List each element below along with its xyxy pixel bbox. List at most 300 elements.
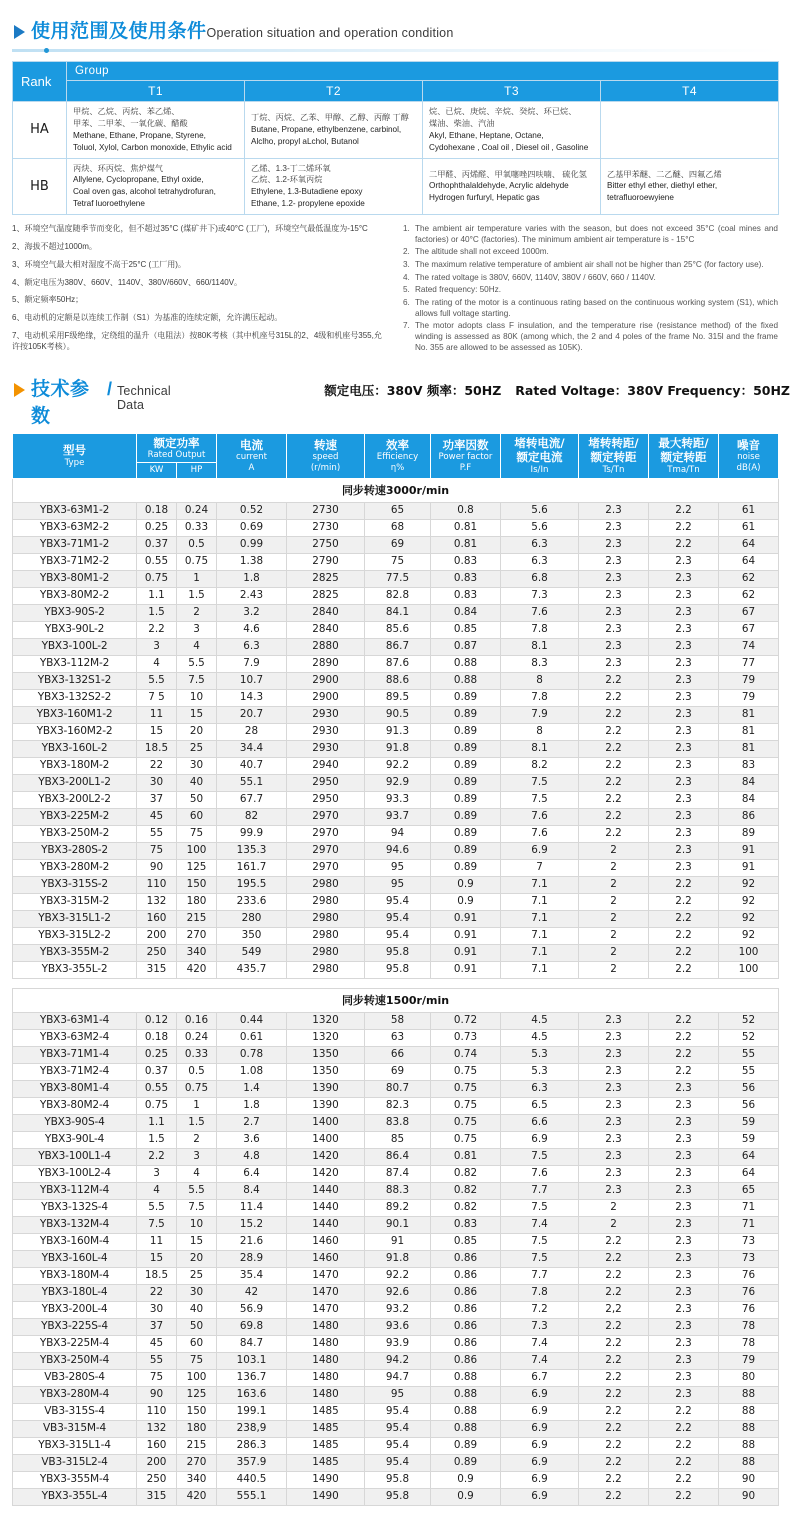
data-cell: 2.3 bbox=[579, 1063, 649, 1080]
data-cell: 78 bbox=[719, 1318, 779, 1335]
data-cell: 180 bbox=[177, 1420, 217, 1437]
data-cell: 61 bbox=[719, 519, 779, 536]
data-cell: 5.3 bbox=[501, 1063, 579, 1080]
header-speed bbox=[287, 433, 365, 478]
table-row bbox=[13, 158, 779, 215]
motor-type-cell: VB3-280S-4 bbox=[13, 1369, 137, 1386]
data-cell: 2 bbox=[579, 893, 649, 910]
chemical-list-cell bbox=[423, 158, 601, 215]
data-cell: 2.2 bbox=[579, 1250, 649, 1267]
data-cell: 549 bbox=[217, 944, 287, 961]
data-cell: 7.1 bbox=[501, 910, 579, 927]
data-cell: 82.8 bbox=[365, 587, 431, 604]
data-cell: 103.1 bbox=[217, 1352, 287, 1369]
data-cell: 2730 bbox=[287, 519, 365, 536]
motor-type-cell: YBX3-100L-2 bbox=[13, 638, 137, 655]
data-cell: 4 bbox=[177, 638, 217, 655]
data-cell: 7.7 bbox=[501, 1267, 579, 1284]
data-cell: 1.38 bbox=[217, 553, 287, 570]
data-cell: 200 bbox=[137, 1454, 177, 1471]
data-cell: 90.1 bbox=[365, 1216, 431, 1233]
motor-type-cell: YBX3-160M1-2 bbox=[13, 706, 137, 723]
data-cell: 63 bbox=[365, 1029, 431, 1046]
data-cell: 78 bbox=[719, 1335, 779, 1352]
data-cell: 0.82 bbox=[431, 1182, 501, 1199]
data-cell: 2.3 bbox=[649, 842, 719, 859]
data-cell: 30 bbox=[177, 1284, 217, 1301]
table-row bbox=[13, 536, 779, 553]
table-row bbox=[13, 621, 779, 638]
data-cell: 2.2 bbox=[649, 1471, 719, 1488]
data-cell: 2.3 bbox=[579, 1012, 649, 1029]
chemical-line-cn: 丁烷、丙烷、乙苯、甲醇、乙醇、丙醇 丁醇 bbox=[251, 112, 409, 122]
data-cell: 1.5 bbox=[137, 1131, 177, 1148]
data-cell: 7.2 bbox=[501, 1301, 579, 1318]
data-cell: 4.8 bbox=[217, 1148, 287, 1165]
motor-type-cell: YBX3-80M1-2 bbox=[13, 570, 137, 587]
header-power-factor-en: Power factor bbox=[438, 452, 493, 463]
motor-type-cell: YBX3-315L1-4 bbox=[13, 1437, 137, 1454]
motor-type-cell: YBX3-160L-2 bbox=[13, 740, 137, 757]
chemical-line-en: Hydrogen furfuryl, Hepatic gas bbox=[429, 193, 540, 203]
data-cell: 0.12 bbox=[137, 1012, 177, 1029]
data-cell: 0.86 bbox=[431, 1352, 501, 1369]
data-cell: 2.2 bbox=[579, 1318, 649, 1335]
chemical-list-cell bbox=[67, 158, 245, 215]
header-efficiency bbox=[365, 433, 431, 478]
data-cell: 6.9 bbox=[501, 1471, 579, 1488]
data-cell: 238,9 bbox=[217, 1420, 287, 1437]
data-cell: 7.5 bbox=[177, 672, 217, 689]
chemical-line-en: Orthophthalaldehyde, Acrylic aldehyde bbox=[429, 181, 569, 191]
data-cell: 7.5 bbox=[501, 1148, 579, 1165]
data-cell: 2.3 bbox=[649, 1216, 719, 1233]
data-cell: 3 bbox=[137, 638, 177, 655]
data-cell: 0.86 bbox=[431, 1267, 501, 1284]
data-cell: 82 bbox=[217, 808, 287, 825]
data-cell: 1 bbox=[177, 570, 217, 587]
header-tma-tn-en: Tma/Tn bbox=[667, 464, 700, 475]
data-cell: 2.3 bbox=[579, 502, 649, 519]
data-cell: 2.2 bbox=[649, 893, 719, 910]
data-cell: 2.3 bbox=[579, 1114, 649, 1131]
synchronous-speed-label: 同步转速1500r/min bbox=[13, 988, 779, 1012]
motor-type-cell: YBX3-132S2-2 bbox=[13, 689, 137, 706]
data-cell: 0.25 bbox=[137, 519, 177, 536]
table-row bbox=[13, 1352, 779, 1369]
data-cell: 2.3 bbox=[649, 638, 719, 655]
data-cell: 135.3 bbox=[217, 842, 287, 859]
data-cell: 79 bbox=[719, 689, 779, 706]
data-cell: 0.9 bbox=[431, 1488, 501, 1505]
data-cell: 132 bbox=[137, 893, 177, 910]
data-cell: 88 bbox=[719, 1403, 779, 1420]
data-cell: 20 bbox=[177, 1250, 217, 1267]
section-title-separator: / bbox=[106, 378, 112, 399]
data-cell: 0.44 bbox=[217, 1012, 287, 1029]
data-cell: 2.2 bbox=[579, 1369, 649, 1386]
data-cell: 28.9 bbox=[217, 1250, 287, 1267]
data-cell: 30 bbox=[137, 1301, 177, 1318]
table-row bbox=[13, 791, 779, 808]
data-cell: 2.3 bbox=[579, 1080, 649, 1097]
data-cell: 0.55 bbox=[137, 1080, 177, 1097]
data-cell: 1.4 bbox=[217, 1080, 287, 1097]
data-cell: 8.1 bbox=[501, 638, 579, 655]
data-cell: 2970 bbox=[287, 825, 365, 842]
table-row bbox=[13, 519, 779, 536]
data-cell: 90 bbox=[719, 1488, 779, 1505]
data-cell: 2.2 bbox=[649, 1012, 719, 1029]
data-cell: 2840 bbox=[287, 604, 365, 621]
data-cell: 8.4 bbox=[217, 1182, 287, 1199]
data-cell: 83 bbox=[719, 757, 779, 774]
data-cell: 1470 bbox=[287, 1284, 365, 1301]
data-cell: 95 bbox=[365, 876, 431, 893]
data-cell: 2 bbox=[579, 876, 649, 893]
data-cell: 2980 bbox=[287, 910, 365, 927]
data-cell: 6.9 bbox=[501, 1488, 579, 1505]
rated-voltage-frequency bbox=[324, 381, 790, 399]
data-cell: 6.5 bbox=[501, 1097, 579, 1114]
data-cell: 1.1 bbox=[137, 587, 177, 604]
data-cell: 92.2 bbox=[365, 1267, 431, 1284]
data-cell: 0.88 bbox=[431, 1386, 501, 1403]
data-cell: 2730 bbox=[287, 502, 365, 519]
data-cell: 6.9 bbox=[501, 842, 579, 859]
data-cell: 91.3 bbox=[365, 723, 431, 740]
data-cell: 0.75 bbox=[137, 1097, 177, 1114]
data-cell: 0.75 bbox=[431, 1114, 501, 1131]
header-type-cn: 型号 bbox=[63, 443, 86, 458]
data-cell: 71 bbox=[719, 1216, 779, 1233]
motor-type-cell: YBX3-315L2-2 bbox=[13, 927, 137, 944]
data-cell: 2.3 bbox=[649, 808, 719, 825]
data-cell: 64 bbox=[719, 553, 779, 570]
data-cell: 1480 bbox=[287, 1318, 365, 1335]
table-row bbox=[13, 1165, 779, 1182]
data-cell: 5.5 bbox=[137, 1199, 177, 1216]
data-cell: 69.8 bbox=[217, 1318, 287, 1335]
motor-type-cell: YBX3-355M-4 bbox=[13, 1471, 137, 1488]
data-cell: 100 bbox=[719, 944, 779, 961]
data-cell: 82.3 bbox=[365, 1097, 431, 1114]
data-cell: 0.9 bbox=[431, 876, 501, 893]
data-cell: 92.6 bbox=[365, 1284, 431, 1301]
data-cell: 1485 bbox=[287, 1420, 365, 1437]
data-cell: 7.6 bbox=[501, 825, 579, 842]
section-heading-technical bbox=[0, 360, 790, 433]
synchronous-speed-label: 同步转速3000r/min bbox=[13, 478, 779, 502]
data-cell: 81 bbox=[719, 706, 779, 723]
data-cell: 1460 bbox=[287, 1233, 365, 1250]
header-t3: T3 bbox=[423, 81, 601, 102]
data-cell: 88 bbox=[719, 1386, 779, 1403]
data-cell: 91.8 bbox=[365, 740, 431, 757]
data-cell: 1440 bbox=[287, 1182, 365, 1199]
data-cell: 0.89 bbox=[431, 723, 501, 740]
section-heading-operation bbox=[0, 0, 790, 47]
data-cell: 35.4 bbox=[217, 1267, 287, 1284]
data-cell: 6.3 bbox=[501, 536, 579, 553]
data-cell: 89 bbox=[719, 825, 779, 842]
section-title-cn: 技术参数 bbox=[31, 377, 90, 427]
technical-table-head bbox=[13, 433, 779, 478]
motor-type-cell: VB3-315L2-4 bbox=[13, 1454, 137, 1471]
data-cell: 2 bbox=[579, 944, 649, 961]
data-cell: 0.82 bbox=[431, 1165, 501, 1182]
header-is-in-en: Is/In bbox=[530, 464, 549, 475]
data-cell: 440.5 bbox=[217, 1471, 287, 1488]
motor-type-cell: YBX3-200L1-2 bbox=[13, 774, 137, 791]
data-cell: 2.3 bbox=[579, 621, 649, 638]
data-cell: 59 bbox=[719, 1114, 779, 1131]
motor-type-cell: YBX3-71M1-4 bbox=[13, 1046, 137, 1063]
table-row bbox=[13, 638, 779, 655]
table-row bbox=[13, 1369, 779, 1386]
data-cell: 2.3 bbox=[649, 570, 719, 587]
note-item-en bbox=[403, 247, 778, 258]
table-row bbox=[13, 587, 779, 604]
data-cell: 357.9 bbox=[217, 1454, 287, 1471]
data-cell: 95.8 bbox=[365, 1471, 431, 1488]
data-cell: 0.83 bbox=[431, 587, 501, 604]
data-cell: 2.2 bbox=[579, 1437, 649, 1454]
data-cell: 84.7 bbox=[217, 1335, 287, 1352]
data-cell: 0.85 bbox=[431, 621, 501, 638]
data-cell: 0.75 bbox=[431, 1097, 501, 1114]
data-cell: 215 bbox=[177, 1437, 217, 1454]
data-cell: 0.69 bbox=[217, 519, 287, 536]
data-cell: 2.3 bbox=[649, 1284, 719, 1301]
data-cell: 2.3 bbox=[579, 587, 649, 604]
data-cell: 1320 bbox=[287, 1029, 365, 1046]
chemical-list-cell bbox=[423, 102, 601, 159]
data-cell: 250 bbox=[137, 1471, 177, 1488]
data-cell: 91.8 bbox=[365, 1250, 431, 1267]
table-row bbox=[13, 1029, 779, 1046]
header-is-in-cn1: 堵转电流/ bbox=[514, 435, 565, 450]
motor-type-cell: YBX3-355L-2 bbox=[13, 961, 137, 978]
data-cell: 1350 bbox=[287, 1063, 365, 1080]
data-cell: 0.25 bbox=[137, 1046, 177, 1063]
data-cell: 75 bbox=[137, 842, 177, 859]
header-type-en: Type bbox=[64, 457, 85, 468]
header-t2: T2 bbox=[245, 81, 423, 102]
data-cell: 64 bbox=[719, 536, 779, 553]
note-item-cn: 5、额定频率50Hz； bbox=[12, 295, 84, 305]
motor-type-cell: YBX3-315S-2 bbox=[13, 876, 137, 893]
data-cell: 34.4 bbox=[217, 740, 287, 757]
data-cell: 7.8 bbox=[501, 689, 579, 706]
table-row bbox=[13, 1488, 779, 1505]
motor-type-cell: YBX3-63M1-4 bbox=[13, 1012, 137, 1029]
data-cell: 55 bbox=[719, 1063, 779, 1080]
data-cell: 2.3 bbox=[649, 1386, 719, 1403]
data-cell: 0.89 bbox=[431, 1437, 501, 1454]
data-cell: 7.6 bbox=[501, 808, 579, 825]
chemical-line-en: Toluol, Xylol, Carbon monoxide, Ethylic acid bbox=[73, 142, 232, 152]
table-row bbox=[13, 1250, 779, 1267]
data-cell: 160 bbox=[137, 910, 177, 927]
data-cell: 315 bbox=[137, 1488, 177, 1505]
rated-en: Rated Voltage：380V Frequency：50HZ bbox=[515, 382, 790, 398]
data-cell: 1460 bbox=[287, 1250, 365, 1267]
data-cell: 7.3 bbox=[501, 587, 579, 604]
note-item-en bbox=[403, 298, 778, 319]
data-cell: 250 bbox=[137, 944, 177, 961]
data-cell: 5.6 bbox=[501, 519, 579, 536]
data-cell: 79 bbox=[719, 672, 779, 689]
table-row bbox=[13, 1114, 779, 1131]
motor-type-cell: YBX3-355L-4 bbox=[13, 1488, 137, 1505]
data-cell: 0.78 bbox=[217, 1046, 287, 1063]
note-item-en bbox=[403, 285, 778, 296]
data-cell: 0.89 bbox=[431, 842, 501, 859]
chemical-line-en: tetrafluoroewyiene bbox=[607, 193, 674, 203]
data-cell: 87.6 bbox=[365, 655, 431, 672]
data-cell: 0.86 bbox=[431, 1318, 501, 1335]
table-group-spacer bbox=[13, 978, 779, 988]
table-row bbox=[13, 808, 779, 825]
motor-type-cell: YBX3-180M-4 bbox=[13, 1267, 137, 1284]
data-cell: 0.91 bbox=[431, 961, 501, 978]
data-cell: 64 bbox=[719, 1148, 779, 1165]
table-row bbox=[13, 553, 779, 570]
data-cell: 7.1 bbox=[501, 961, 579, 978]
note-item-cn: 4、额定电压为380V、660V、1140V、380V/660V、660/1140V。 bbox=[12, 277, 243, 287]
data-cell: 2.2 bbox=[579, 1454, 649, 1471]
data-cell: 1320 bbox=[287, 1012, 365, 1029]
data-cell: 95 bbox=[365, 859, 431, 876]
data-cell: 2.3 bbox=[649, 1318, 719, 1335]
data-cell: 8 bbox=[501, 672, 579, 689]
data-cell: 88.3 bbox=[365, 1182, 431, 1199]
data-cell: 233.6 bbox=[217, 893, 287, 910]
data-cell: 18.5 bbox=[137, 740, 177, 757]
table-header-row-group bbox=[13, 62, 779, 81]
header-efficiency-cn: 效率 bbox=[386, 438, 409, 452]
data-cell: 2.3 bbox=[649, 825, 719, 842]
data-cell: 0.83 bbox=[431, 553, 501, 570]
data-cell: 6.8 bbox=[501, 570, 579, 587]
note-item-en bbox=[403, 224, 778, 245]
data-cell: 40 bbox=[177, 1301, 217, 1318]
data-cell: 0.86 bbox=[431, 1284, 501, 1301]
header-group: Group bbox=[67, 62, 779, 81]
data-cell: 2.2 bbox=[137, 1148, 177, 1165]
data-cell: 93.6 bbox=[365, 1318, 431, 1335]
data-cell: 6.9 bbox=[501, 1437, 579, 1454]
note-text: The rating of the motor is a continuous rating based on the continuous working system (S1), which allows full voltage starting. bbox=[415, 298, 778, 318]
data-cell: 7.5 bbox=[501, 1250, 579, 1267]
data-cell: 7.5 bbox=[501, 1199, 579, 1216]
data-cell: 76 bbox=[719, 1284, 779, 1301]
data-cell: 8 bbox=[501, 723, 579, 740]
data-cell: 7 5 bbox=[137, 689, 177, 706]
chemical-line-cn: 乙基甲苯醚、二乙醚、四氟乙烯 bbox=[607, 169, 722, 179]
data-cell: 420 bbox=[177, 961, 217, 978]
data-cell: 2.3 bbox=[649, 1250, 719, 1267]
header-current-cn: 电流 bbox=[240, 438, 263, 452]
data-cell: 2980 bbox=[287, 961, 365, 978]
data-cell: 84 bbox=[719, 774, 779, 791]
data-cell: 6.9 bbox=[501, 1386, 579, 1403]
data-cell: 0.91 bbox=[431, 927, 501, 944]
data-cell: 59 bbox=[719, 1131, 779, 1148]
data-cell: 6.9 bbox=[501, 1403, 579, 1420]
data-cell: 15 bbox=[137, 723, 177, 740]
data-cell: 2.2 bbox=[579, 1352, 649, 1369]
data-cell: 6.7 bbox=[501, 1369, 579, 1386]
table-row bbox=[13, 910, 779, 927]
motor-type-cell: YBX3-180L-4 bbox=[13, 1284, 137, 1301]
data-cell: 5.6 bbox=[501, 502, 579, 519]
data-cell: 2.2 bbox=[579, 1488, 649, 1505]
data-cell: 1.8 bbox=[217, 570, 287, 587]
data-cell: 6.3 bbox=[501, 1080, 579, 1097]
data-cell: 55 bbox=[719, 1046, 779, 1063]
table-row bbox=[13, 1063, 779, 1080]
data-cell: 2.3 bbox=[649, 1114, 719, 1131]
table-row bbox=[13, 1046, 779, 1063]
motor-type-cell: YBX3-225S-4 bbox=[13, 1318, 137, 1335]
note-item-cn: 1、环境空气温度随季节而变化，但不超过35°C (煤矿井下)或40°C (工厂)，环境空气最低温度为-15°C bbox=[12, 224, 368, 234]
data-cell: 0.89 bbox=[431, 1454, 501, 1471]
header-noise-en: noise bbox=[737, 452, 760, 463]
data-cell: 2.3 bbox=[649, 740, 719, 757]
data-cell: 88 bbox=[719, 1420, 779, 1437]
header-current-en: current bbox=[235, 452, 267, 463]
data-cell: 88.6 bbox=[365, 672, 431, 689]
data-cell: 7.1 bbox=[501, 876, 579, 893]
data-cell: 215 bbox=[177, 910, 217, 927]
data-cell: 74 bbox=[719, 638, 779, 655]
data-cell: 2880 bbox=[287, 638, 365, 655]
data-cell: 2750 bbox=[287, 536, 365, 553]
data-cell: 15 bbox=[177, 706, 217, 723]
header-ts-tn-cn2: 额定转距 bbox=[590, 450, 637, 465]
header-speed-unit: (r/min) bbox=[310, 462, 341, 473]
data-cell: 2.3 bbox=[649, 587, 719, 604]
data-cell: 0.16 bbox=[177, 1012, 217, 1029]
data-cell: 2900 bbox=[287, 689, 365, 706]
data-cell: 65 bbox=[365, 502, 431, 519]
technical-data-table bbox=[12, 433, 779, 1506]
data-cell: 50 bbox=[177, 1318, 217, 1335]
data-cell: 280 bbox=[217, 910, 287, 927]
data-cell: 2.3 bbox=[579, 536, 649, 553]
table-row bbox=[13, 757, 779, 774]
data-cell: 94.2 bbox=[365, 1352, 431, 1369]
synchronous-speed-row bbox=[13, 478, 779, 502]
chemical-list-cell bbox=[245, 158, 423, 215]
motor-type-cell: YBX3-280S-2 bbox=[13, 842, 137, 859]
data-cell: 2.2 bbox=[649, 910, 719, 927]
data-cell: 2.2 bbox=[649, 876, 719, 893]
data-cell: 2.3 bbox=[649, 1233, 719, 1250]
section-title-en: Technical Data bbox=[116, 383, 171, 412]
data-cell: 4.5 bbox=[501, 1029, 579, 1046]
data-cell: 56 bbox=[719, 1080, 779, 1097]
data-cell: 14.3 bbox=[217, 689, 287, 706]
data-cell: 67 bbox=[719, 604, 779, 621]
data-cell: 52 bbox=[719, 1012, 779, 1029]
data-cell: 350 bbox=[217, 927, 287, 944]
header-rated-output-en: Rated Output bbox=[147, 449, 206, 460]
note-number: 6. bbox=[403, 298, 410, 308]
data-cell: 73 bbox=[719, 1250, 779, 1267]
